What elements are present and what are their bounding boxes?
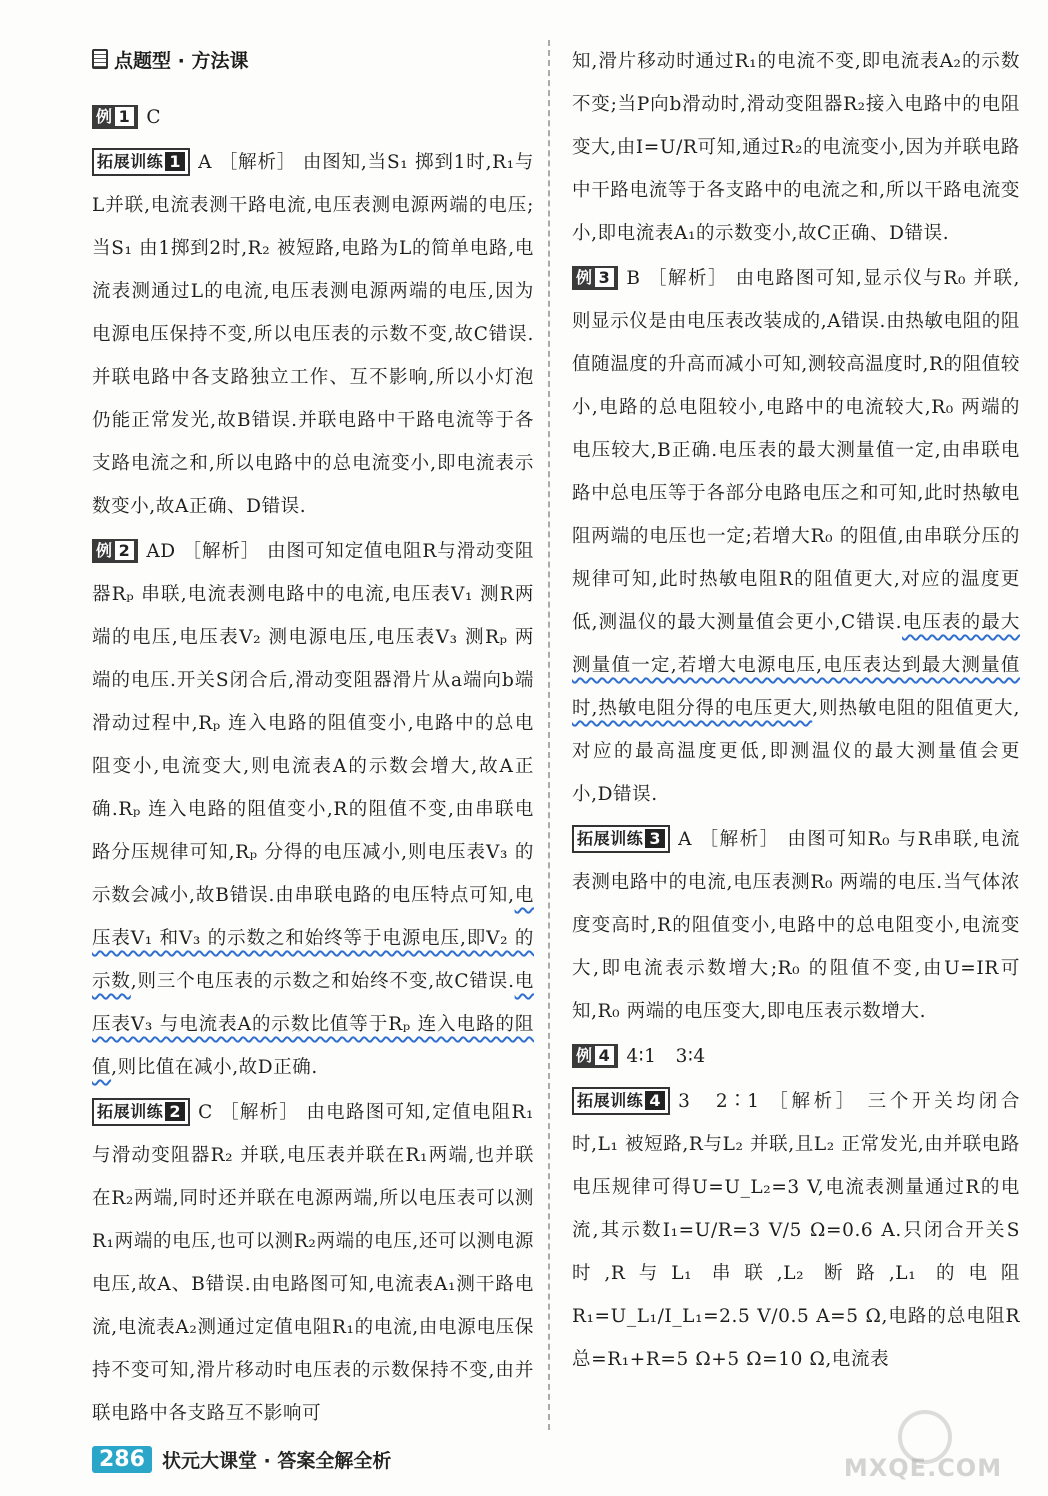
- question-label-text: 例: [576, 1046, 593, 1065]
- question-label-badge: [92, 105, 138, 129]
- question-number: 2: [115, 541, 135, 560]
- answer-text: A ［解析］ 由图知,当S₁ 掷到1时,R₁与L并联,电流表测干路电流,电压表测电源两端的电压;当S₁ 由1掷到2时,R₂ 被短路,电路为L的简单电路,电流表测通过L的电流,电压表测电源两端的电压,因为电源电压保持不变,所以电压表的示数不变,故C错误.并联电路中各支路独立工作、互不影响,所以小灯泡仍能正常发光,故B错误.并联电路中干路电流等于各支路电流之和,所以电路中的总电流变小,即电流表示数变小,故A正确、D错误.: [92, 152, 534, 517]
- question-number: 1: [115, 107, 135, 126]
- question-label-text: 拓展训练: [97, 152, 164, 171]
- question-label-badge: [572, 1044, 618, 1068]
- question-label-text: 拓展训练: [577, 829, 644, 848]
- question-label-text: 拓展训练: [97, 1102, 164, 1121]
- question-label-badge: [92, 148, 190, 176]
- book-icon: [92, 49, 108, 69]
- question-label-badge: [572, 825, 670, 853]
- answer-text: C ［解析］ 由电路图可知,定值电阻R₁ 与滑动变阻器R₂ 并联,电压表并联在R₁两端,也并联在R₂两端,同时还并联在电源两端,所以电压表可以测R₁两端的电压,也可以测R₂两端的电压,还可以测电源电压,故A、B错误.由电路图可知,电流表A₁测干路电流,电流表A₂测通过定值电阻R₁的电流,由电源电压保持不变可知,滑片移动时电压表的示数保持不变,由并联电路中各支路互不影响可: [92, 1102, 534, 1424]
- answer-block: [572, 40, 1020, 255]
- watermark-text: MXQE.COM: [843, 1454, 1003, 1482]
- column-divider: [548, 40, 550, 1430]
- answer-text: C: [146, 107, 162, 128]
- answer-block: [572, 1080, 1020, 1381]
- answer-block: [572, 1035, 1020, 1078]
- right-column: [572, 40, 1020, 1383]
- answer-block: [572, 818, 1020, 1033]
- section-header: [92, 44, 248, 74]
- question-label-text: 例: [96, 107, 113, 126]
- answer-text: AD ［解析］ 由图可知定值电阻R与滑动变阻器Rₚ 串联,电流表测电路中的电流,电压表V₁ 测R两端的电压,电压表V₂ 测电源电压,电压表V₃ 测Rₚ 两端的电压.开关S闭合后,滑动变阻器滑片从a端向b端滑动过程中,Rₚ 连入电路的阻值变小,电路中的总电阻变小,电流变大,则电流表A的示数会增大,故A正确.Rₚ 连入电路的阻值变小,R的阻值不变,由串联电路分压规律可知,Rₚ 分得的电压减小,则电压表V₃ 的示数会减小,故B错误.由串联电路的电压特点可知,: [92, 541, 534, 906]
- answer-block: [92, 141, 534, 528]
- question-number: 3: [595, 268, 615, 287]
- question-label-badge: [572, 266, 618, 290]
- answer-block: [92, 96, 534, 139]
- answer-block: [92, 1091, 534, 1435]
- question-number: 1: [165, 152, 185, 171]
- question-number: 3: [645, 829, 665, 848]
- question-label-badge: [92, 539, 138, 563]
- question-label-text: 例: [96, 541, 113, 560]
- question-label-text: 拓展训练: [577, 1091, 644, 1110]
- question-label-badge: [92, 1098, 190, 1126]
- page-number: 286: [92, 1446, 152, 1473]
- answer-block: [572, 257, 1020, 816]
- question-number: 2: [165, 1102, 185, 1121]
- answer-text: 知,滑片移动时通过R₁的电流不变,即电流表A₂的示数不变;当P向b滑动时,滑动变阻器R₂接入电路中的电阻变大,由I=U/R可知,通过R₂的电流变小,因为并联电路中干路电流等于各支路中的电流之和,所以干路电流变小,即电流表A₁的示数变小,故C正确、D错误.: [572, 51, 1020, 244]
- answer-text: B ［解析］ 由电路图可知,显示仪与R₀ 并联,则显示仪是由电压表改装成的,A错误.由热敏电阻的阻值随温度的升高而减小可知,测较高温度时,R的阻值较小,电路的总电阻较小,电路中的电流较大,R₀ 两端的电压较大,B正确.电压表的最大测量值一定,由串联电路中总电压等于各部分电路电压之和可知,此时热敏电阻两端的电压也一定;若增大R₀ 的阻值,由串联分压的规律可知,此时热敏电阻R的阻值更大,对应的温度更低,测温仪的最大测量值会更小,C错误.: [572, 268, 1020, 633]
- emphasized-text: 电压表V₃ 与电流表A的示数比值等于Rₚ 连入电路的阻值: [92, 971, 535, 1078]
- watermark: [838, 1410, 1008, 1482]
- emphasized-text: 电压表的最大测量值一定,若增大电源电压,电压表达到最大测量值时,热敏电阻分得的电压更大: [572, 612, 1020, 719]
- answer-text: 3 2∶1 ［解析］ 三个开关均闭合时,L₁ 被短路,R与L₂ 并联,且L₂ 正常发光,由并联电路电压规律可得U=U_L₂=3 V,电流表测量通过R的电流,其示数I₁=U/R=3 V/5 Ω=0.6 A.只闭合开关S时,R与L₁ 串联,L₂ 断路,L₁ 的电阻R₁=U_L₁/I_L₁=2.5 V/0.5 A=5 Ω,电路的总电阻R总=R₁+R=5 Ω+5 Ω=10 Ω,电流表: [572, 1091, 1020, 1370]
- answer-text: 4∶1 3∶4: [626, 1046, 706, 1067]
- answer-text: ,则热敏电阻的阻值更大,对应的最高温度更低,即测温仪的最大测量值会更小,D错误.: [572, 698, 1020, 805]
- answer-text: ,则比值在减小,故D正确.: [111, 1057, 318, 1078]
- left-column: [92, 96, 534, 1437]
- question-label-badge: [572, 1087, 670, 1115]
- page-footer: [92, 1446, 391, 1473]
- question-number: 4: [595, 1046, 615, 1065]
- book-title: 状元大课堂 · 答案全解全析: [161, 1450, 392, 1472]
- emphasized-text: 电压表V₁ 和V₃ 的示数之和始终等于电源电压,即V₂ 的示数: [92, 885, 534, 992]
- answer-text: ,则三个电压表的示数之和始终不变,故C错误.: [130, 971, 515, 992]
- answer-block: [92, 530, 534, 1089]
- section-title: 点题型 · 方法课: [114, 49, 249, 72]
- answer-text: A ［解析］ 由图可知R₀ 与R串联,电流表测电路中的电流,电压表测R₀ 两端的电压.当气体浓度变高时,R的阻值变小,电路中的总电阻变小,电流变大,即电流表示数增大;R₀ 的阻值不变,由U=IR可知,R₀ 两端的电压变大,即电压表示数增大.: [572, 829, 1020, 1022]
- question-label-text: 例: [576, 268, 593, 287]
- question-number: 4: [645, 1091, 665, 1110]
